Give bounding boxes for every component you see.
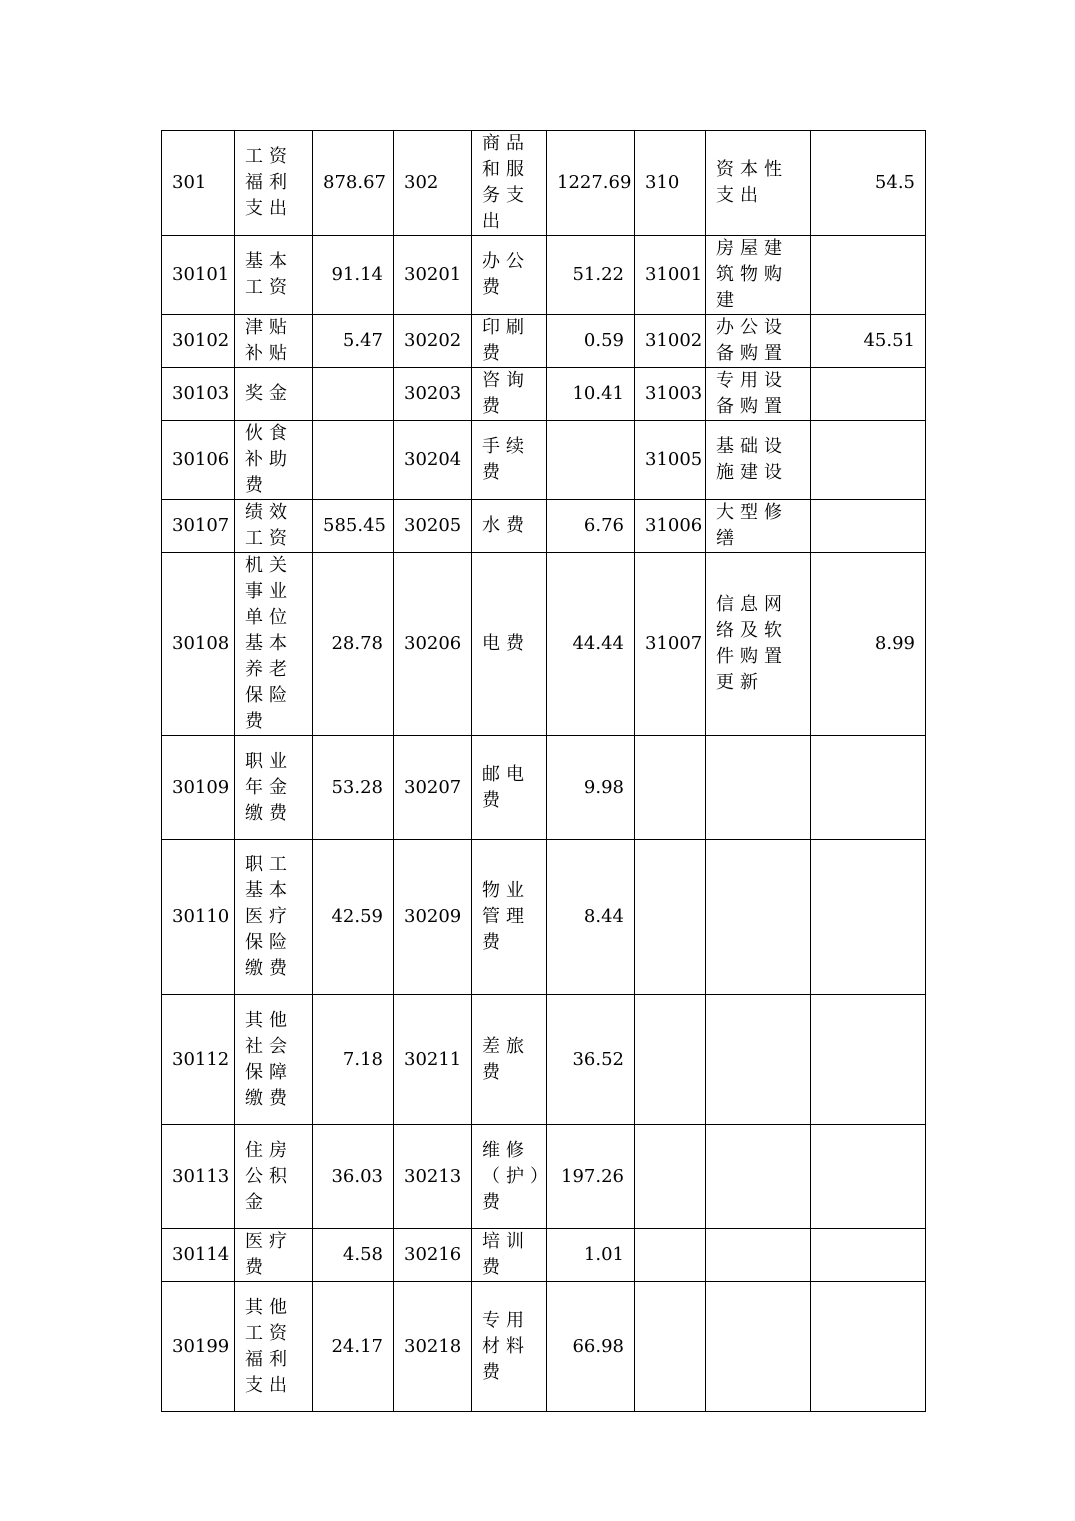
name-cell: 工资福利支出 bbox=[235, 131, 313, 236]
value-cell bbox=[811, 500, 926, 553]
code-cell bbox=[635, 736, 706, 840]
name-cell: 专用材料费 bbox=[472, 1282, 547, 1412]
value-cell: 91.14 bbox=[313, 236, 394, 315]
code-cell: 30107 bbox=[162, 500, 235, 553]
code-cell: 30216 bbox=[394, 1229, 472, 1282]
name-cell bbox=[706, 840, 811, 995]
table-row bbox=[162, 421, 926, 500]
value-cell bbox=[811, 1282, 926, 1412]
name-cell: 办公设备购置 bbox=[706, 315, 811, 368]
table-row bbox=[162, 315, 926, 368]
value-cell: 51.22 bbox=[547, 236, 635, 315]
value-cell: 45.51 bbox=[811, 315, 926, 368]
value-cell: 9.98 bbox=[547, 736, 635, 840]
value-cell: 66.98 bbox=[547, 1282, 635, 1412]
value-cell: 6.76 bbox=[547, 500, 635, 553]
value-cell: 44.44 bbox=[547, 553, 635, 736]
code-cell bbox=[635, 1125, 706, 1229]
value-cell bbox=[811, 368, 926, 421]
table-row bbox=[162, 1229, 926, 1282]
code-cell: 30213 bbox=[394, 1125, 472, 1229]
code-cell: 31005 bbox=[635, 421, 706, 500]
table-row bbox=[162, 500, 926, 553]
code-cell: 30109 bbox=[162, 736, 235, 840]
code-cell: 30211 bbox=[394, 995, 472, 1125]
value-cell: 1.01 bbox=[547, 1229, 635, 1282]
value-cell: 54.5 bbox=[811, 131, 926, 236]
table-row bbox=[162, 840, 926, 995]
name-cell: 绩效工资 bbox=[235, 500, 313, 553]
value-cell bbox=[811, 1229, 926, 1282]
name-cell: 资本性支出 bbox=[706, 131, 811, 236]
value-cell: 197.26 bbox=[547, 1125, 635, 1229]
value-cell: 0.59 bbox=[547, 315, 635, 368]
value-cell: 28.78 bbox=[313, 553, 394, 736]
code-cell: 30203 bbox=[394, 368, 472, 421]
value-cell: 878.67 bbox=[313, 131, 394, 236]
name-cell bbox=[706, 1229, 811, 1282]
name-cell bbox=[706, 736, 811, 840]
code-cell: 30102 bbox=[162, 315, 235, 368]
value-cell: 1227.69 bbox=[547, 131, 635, 236]
code-cell: 302 bbox=[394, 131, 472, 236]
name-cell: 维修（护）费 bbox=[472, 1125, 547, 1229]
table-row bbox=[162, 1282, 926, 1412]
code-cell: 31007 bbox=[635, 553, 706, 736]
table-row bbox=[162, 131, 926, 236]
value-cell bbox=[811, 1125, 926, 1229]
budget-table bbox=[161, 130, 926, 1412]
code-cell: 30199 bbox=[162, 1282, 235, 1412]
name-cell: 职业年金缴费 bbox=[235, 736, 313, 840]
name-cell: 办公费 bbox=[472, 236, 547, 315]
code-cell: 30114 bbox=[162, 1229, 235, 1282]
table-row bbox=[162, 1125, 926, 1229]
code-cell: 30201 bbox=[394, 236, 472, 315]
value-cell: 42.59 bbox=[313, 840, 394, 995]
value-cell: 7.18 bbox=[313, 995, 394, 1125]
name-cell: 邮电费 bbox=[472, 736, 547, 840]
code-cell: 31006 bbox=[635, 500, 706, 553]
name-cell: 职工基本医疗保险缴费 bbox=[235, 840, 313, 995]
name-cell: 基本工资 bbox=[235, 236, 313, 315]
code-cell: 30110 bbox=[162, 840, 235, 995]
value-cell: 53.28 bbox=[313, 736, 394, 840]
value-cell bbox=[811, 236, 926, 315]
code-cell: 30108 bbox=[162, 553, 235, 736]
code-cell: 30106 bbox=[162, 421, 235, 500]
code-cell bbox=[635, 1282, 706, 1412]
name-cell: 水费 bbox=[472, 500, 547, 553]
name-cell bbox=[706, 1282, 811, 1412]
code-cell: 30112 bbox=[162, 995, 235, 1125]
name-cell: 其他工资福利支出 bbox=[235, 1282, 313, 1412]
code-cell: 30205 bbox=[394, 500, 472, 553]
name-cell: 奖金 bbox=[235, 368, 313, 421]
table-row bbox=[162, 368, 926, 421]
code-cell: 30218 bbox=[394, 1282, 472, 1412]
code-cell bbox=[635, 840, 706, 995]
name-cell: 物业管理费 bbox=[472, 840, 547, 995]
code-cell: 31002 bbox=[635, 315, 706, 368]
name-cell: 差旅费 bbox=[472, 995, 547, 1125]
name-cell: 印刷费 bbox=[472, 315, 547, 368]
code-cell: 31001 bbox=[635, 236, 706, 315]
code-cell: 30204 bbox=[394, 421, 472, 500]
value-cell bbox=[547, 421, 635, 500]
value-cell bbox=[811, 421, 926, 500]
table-row bbox=[162, 995, 926, 1125]
name-cell: 专用设备购置 bbox=[706, 368, 811, 421]
value-cell: 8.44 bbox=[547, 840, 635, 995]
name-cell: 住房公积金 bbox=[235, 1125, 313, 1229]
name-cell: 咨询费 bbox=[472, 368, 547, 421]
name-cell: 电费 bbox=[472, 553, 547, 736]
code-cell: 30207 bbox=[394, 736, 472, 840]
value-cell: 10.41 bbox=[547, 368, 635, 421]
code-cell: 30113 bbox=[162, 1125, 235, 1229]
name-cell: 房屋建筑物购建 bbox=[706, 236, 811, 315]
value-cell bbox=[811, 995, 926, 1125]
value-cell: 4.58 bbox=[313, 1229, 394, 1282]
name-cell: 培训费 bbox=[472, 1229, 547, 1282]
name-cell: 大型修缮 bbox=[706, 500, 811, 553]
code-cell: 30206 bbox=[394, 553, 472, 736]
name-cell: 手续费 bbox=[472, 421, 547, 500]
code-cell: 301 bbox=[162, 131, 235, 236]
value-cell bbox=[811, 840, 926, 995]
name-cell bbox=[706, 995, 811, 1125]
value-cell: 585.45 bbox=[313, 500, 394, 553]
name-cell: 医疗费 bbox=[235, 1229, 313, 1282]
code-cell bbox=[635, 995, 706, 1125]
value-cell: 36.52 bbox=[547, 995, 635, 1125]
name-cell: 基础设施建设 bbox=[706, 421, 811, 500]
value-cell: 8.99 bbox=[811, 553, 926, 736]
name-cell: 商品和服务支出 bbox=[472, 131, 547, 236]
value-cell bbox=[313, 421, 394, 500]
value-cell: 5.47 bbox=[313, 315, 394, 368]
code-cell: 30101 bbox=[162, 236, 235, 315]
value-cell bbox=[811, 736, 926, 840]
name-cell: 津贴补贴 bbox=[235, 315, 313, 368]
value-cell bbox=[313, 368, 394, 421]
value-cell: 24.17 bbox=[313, 1282, 394, 1412]
code-cell: 310 bbox=[635, 131, 706, 236]
name-cell bbox=[706, 1125, 811, 1229]
name-cell: 其他社会保障缴费 bbox=[235, 995, 313, 1125]
code-cell: 30209 bbox=[394, 840, 472, 995]
code-cell bbox=[635, 1229, 706, 1282]
code-cell: 30202 bbox=[394, 315, 472, 368]
code-cell: 31003 bbox=[635, 368, 706, 421]
value-cell: 36.03 bbox=[313, 1125, 394, 1229]
table-row bbox=[162, 236, 926, 315]
name-cell: 信息网络及软件购置更新 bbox=[706, 553, 811, 736]
name-cell: 机关事业单位基本养老保险费 bbox=[235, 553, 313, 736]
table-row bbox=[162, 736, 926, 840]
code-cell: 30103 bbox=[162, 368, 235, 421]
name-cell: 伙食补助费 bbox=[235, 421, 313, 500]
table-row bbox=[162, 553, 926, 736]
